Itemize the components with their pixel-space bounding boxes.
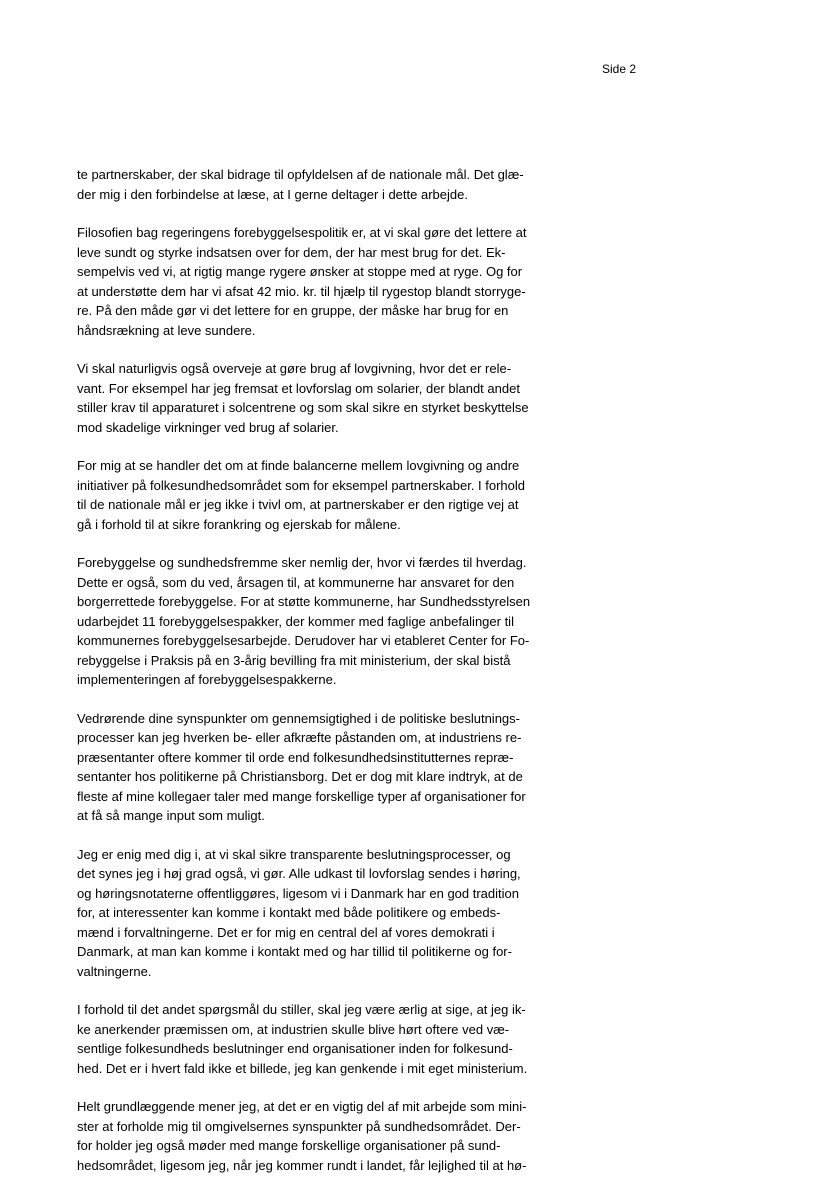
text-line: gå i forhold til at sikre forankring og ejerskab for målene. — [77, 516, 401, 532]
text-line: implementeringen af forebyggelsespakkerne. — [77, 672, 337, 687]
text-line: mænd i forvaltningerne. Det er for mig en central del af vores demokrati i — [77, 924, 495, 940]
text-line: hedsområdet, ligesom jeg, når jeg kommer rundt i landet, får lejlighed til at hø- — [77, 1157, 527, 1173]
text-line: for, at interessenter kan komme i kontakt med både politikere og embeds- — [77, 905, 501, 920]
text-line: Danmark, at man kan komme i kontakt med og har tillid til politikerne og for- — [77, 944, 512, 959]
text-line: leve sundt og styrke indsatsen over for dem, der har mest brug for det. Ek- — [77, 244, 506, 260]
paragraph-9 — [77, 1097, 577, 1175]
paragraph-2 — [77, 223, 577, 340]
text-line: sentanter hos politikerne på Christiansborg. Det er dog mit klare indtryk, at de — [77, 769, 523, 784]
text-line: ster at forholde mig til omgivelsernes synspunkter på sundhedsområdet. Der- — [77, 1118, 521, 1134]
paragraph-8 — [77, 1000, 577, 1078]
text-line: vant. For eksempel har jeg fremsat et lovforslag om solarier, der blandt andet — [77, 380, 520, 396]
text-line: til de nationale mål er jeg ikke i tvivl om, at partnerskaber er den rigtige vej at — [77, 497, 519, 512]
text-line: Helt grundlæggende mener jeg, at det er en vigtig del af mit arbejde som mini- — [77, 1099, 527, 1114]
text-line: mod skadelige virkninger ved brug af solarier. — [77, 419, 339, 435]
text-line: stiller krav til apparaturet i solcentrene og som skal sikre en styrket beskyttelse — [77, 400, 529, 415]
text-line: håndsrækning at leve sundere. — [77, 322, 256, 338]
paragraph-5 — [77, 553, 577, 690]
text-line: initiativer på folkesundhedsområdet som for eksempel partnerskaber. I forhold — [77, 477, 526, 493]
text-line: udarbejdet 11 forebyggelsespakker, der kommer med faglige anbefalinger til — [77, 613, 514, 629]
text-line: Vi skal naturligvis også overveje at gøre brug af lovgivning, hvor det er rele- — [77, 361, 512, 376]
text-line: processer kan jeg hverken be- eller afkræfte påstanden om, at industriens re- — [77, 730, 522, 745]
text-line: fleste af mine kollegaer taler med mange forskellige typer af organisationer for — [77, 788, 526, 804]
text-line: te partnerskaber, der skal bidrage til opfyldelsen af de nationale mål. Det glæ- — [77, 167, 524, 182]
text-line: Dette er også, som du ved, årsagen til, at kommunerne har ansvaret for den — [77, 574, 515, 590]
text-line: sempelvis ved vi, at rigtig mange rygere ønsker at stoppe med at ryge. Og for — [77, 264, 523, 279]
paragraph-6 — [77, 709, 577, 826]
text-line: der mig i den forbindelse at læse, at I gerne deltager i dette arbejde. — [77, 186, 468, 202]
page-number: Side 2 — [602, 62, 637, 76]
text-line: rebyggelse i Praksis på en 3-årig bevilling fra mit ministerium, der skal bistå — [77, 652, 511, 668]
text-line: præsentanter oftere kommer til orde end folkesundhedsinstitutternes repræ- — [77, 749, 514, 765]
text-line: valtningerne. — [77, 963, 152, 979]
text-line: For mig at se handler det om at finde balancerne mellem lovgivning og andre — [77, 458, 520, 473]
text-line: Filosofien bag regeringens forebyggelsespolitik er, at vi skal gøre det lettere at — [77, 225, 527, 240]
text-line: og høringsnotaterne offentliggøres, ligesom vi i Danmark har en god tradition — [77, 885, 519, 901]
text-line: I forhold til det andet spørgsmål du stiller, skal jeg være ærlig at sige, at jeg ik- — [77, 1002, 526, 1017]
text-line: det synes jeg i høj grad også, vi gør. Alle udkast til lovforslag sendes i høring, — [77, 866, 521, 881]
paragraph-4 — [77, 456, 577, 534]
text-line: at få så mange input som muligt. — [77, 808, 265, 823]
text-line: kommunernes forebyggelsesarbejde. Derudover har vi etableret Center for Fo- — [77, 633, 530, 648]
text-line: ke anerkender præmissen om, at industrien skulle blive hørt oftere ved væ- — [77, 1021, 510, 1037]
text-line: hed. Det er i hvert fald ikke et billede, jeg kan genkende i mit eget ministerium. — [77, 1060, 528, 1076]
paragraph-3 — [77, 359, 577, 437]
text-line: Forebyggelse og sundhedsfremme sker nemlig der, hvor vi færdes til hverdag. — [77, 555, 527, 570]
paragraph-1 — [77, 165, 577, 204]
text-line: sentlige folkesundheds beslutninger end organisationer inden for folkesund- — [77, 1041, 513, 1056]
text-line: re. På den måde gør vi det lettere for en gruppe, der måske har brug for en — [77, 303, 509, 318]
text-line: for holder jeg også møder med mange forskellige organisationer på sund- — [77, 1138, 501, 1153]
letter-body — [77, 165, 577, 1194]
text-line: borgerrettede forebyggelse. For at støtte kommunerne, har Sundhedsstyrelsen — [77, 594, 531, 609]
paragraph-7 — [77, 845, 577, 982]
text-line: at understøtte dem har vi afsat 42 mio. kr. til hjælp til rygestop blandt storryge- — [77, 283, 526, 299]
text-line: Vedrørende dine synspunkter om gennemsigtighed i de politiske beslutnings- — [77, 710, 520, 726]
text-line: Jeg er enig med dig i, at vi skal sikre transparente beslutningsprocesser, og — [77, 846, 511, 862]
